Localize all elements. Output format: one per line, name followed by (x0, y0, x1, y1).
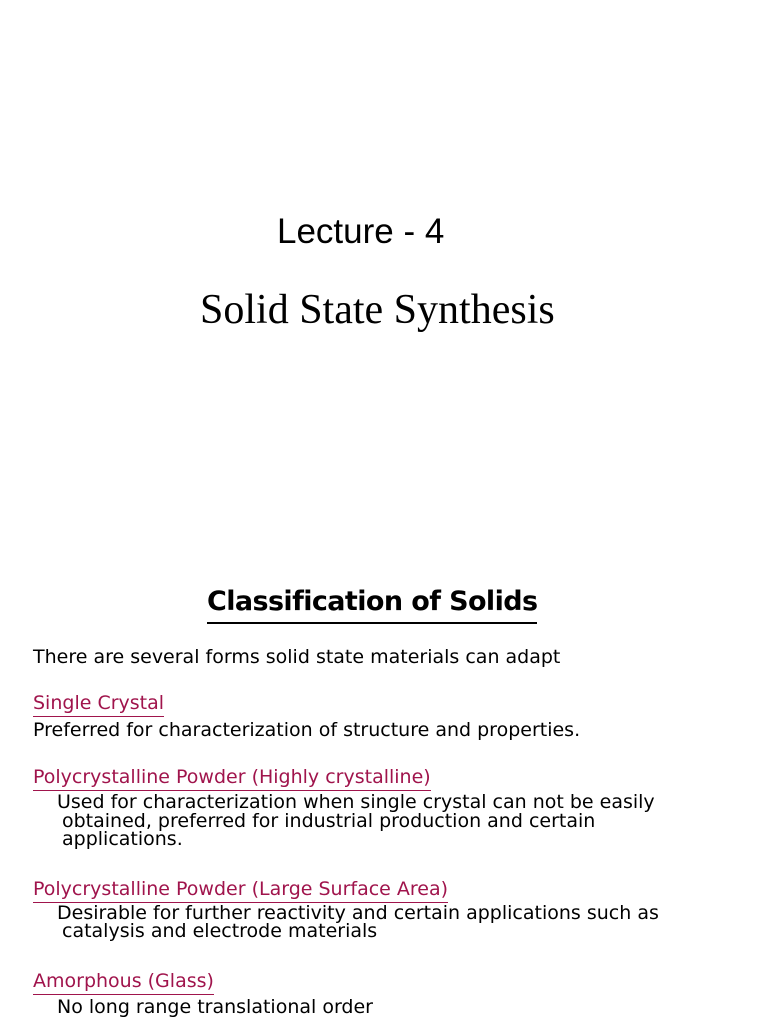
item-desc-line-3: applications. (62, 828, 183, 850)
item-title-polycrystalline-large-surface: Polycrystalline Powder (Large Surface Area) (33, 876, 448, 903)
item-title-amorphous-glass: Amorphous (Glass) (33, 968, 214, 995)
item-desc-line-2: catalysis and electrode materials (62, 920, 378, 942)
lecture-number: Lecture - 4 (277, 212, 445, 251)
intro-text: There are several forms solid state materials can adapt (33, 646, 561, 668)
section-heading: Classification of Solids (207, 582, 537, 624)
item-desc-line-1: Used for characterization when single crystal can not be easily (57, 791, 655, 813)
item-desc-amorphous: No long range translational order (57, 996, 373, 1018)
item-desc-single-crystal: Preferred for characterization of structure and properties. (33, 719, 581, 741)
item-desc-line-2: obtained, preferred for industrial production and certain (62, 810, 596, 832)
lecture-title: Solid State Synthesis (200, 287, 555, 333)
item-title-single-crystal: Single Crystal (33, 690, 164, 717)
item-desc-line-1: Desirable for further reactivity and certain applications such as (57, 902, 659, 924)
item-title-polycrystalline-highly-crystalline: Polycrystalline Powder (Highly crystalline) (33, 764, 431, 791)
